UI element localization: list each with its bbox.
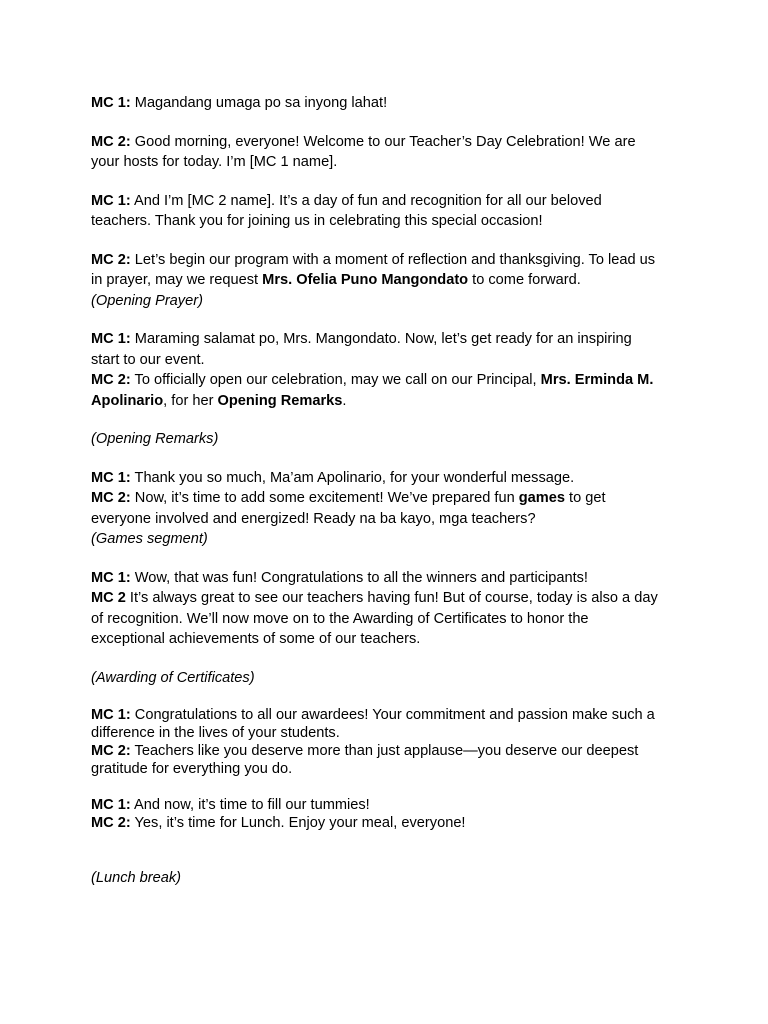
stage-cue — [91, 868, 683, 889]
speaker-label: MC 2: — [91, 743, 131, 759]
dialogue-text: gratitude for everything you do. — [91, 761, 293, 777]
script-line — [91, 796, 683, 814]
dialogue-text: Now, it’s time to add some excitement! We’ve prepared fun — [130, 490, 519, 506]
script-line — [91, 468, 683, 489]
speaker-label: MC 2: — [91, 133, 131, 150]
dialogue-text: Let’s begin our program with a moment of reflection and thanksgiving. To lead us — [130, 251, 656, 268]
stage-cue — [91, 291, 683, 312]
speaker-label: MC 2: — [91, 815, 131, 831]
dialogue-text: of recognition. We’ll now move on to the Awarding of Certificates to honor the — [91, 610, 589, 627]
speaker-label: MC 1: — [91, 469, 131, 486]
segment-name: games — [518, 490, 565, 506]
speaker-label: MC 2: — [91, 490, 131, 506]
dialogue-text: Maraming salamat po, Mrs. Mangondato. Now, let’s get ready for an inspiring — [130, 331, 632, 347]
dialogue-text: Magandang umaga po sa inyong lahat! — [130, 95, 388, 111]
script-line — [91, 742, 683, 760]
script-line — [91, 329, 683, 350]
script-line — [91, 814, 683, 832]
cue-text: (Lunch break) — [91, 870, 182, 886]
dialogue-text: And I’m [MC 2 name]. It’s a day of fun and recognition for all our beloved — [130, 192, 602, 209]
speaker-label: MC 2: — [91, 372, 131, 388]
person-name: Mrs. Erminda M. — [540, 372, 654, 388]
stage-cue — [91, 529, 683, 550]
script-line — [91, 191, 683, 212]
dialogue-text: everyone involved and energized! Ready na ba kayo, mga teachers? — [91, 510, 536, 527]
script-line — [91, 132, 683, 153]
cue-text: (Opening Remarks) — [91, 431, 219, 447]
speaker-label: MC 1: — [91, 331, 131, 347]
dialogue-text: It’s always great to see our teachers having fun! But of course, today is also a day — [125, 590, 658, 606]
speaker-label: MC 2 — [91, 590, 126, 606]
speaker-label: MC 1: — [91, 707, 131, 723]
dialogue-text: in prayer, may we request — [91, 272, 263, 288]
person-name: Mrs. Ofelia Puno Mangondato — [262, 272, 469, 288]
script-line — [91, 568, 683, 589]
speaker-label: MC 2: — [91, 251, 131, 268]
script-line — [91, 391, 683, 412]
cue-text: (Games segment) — [91, 531, 208, 547]
stage-cue — [91, 668, 683, 689]
segment-name: Opening Remarks — [217, 392, 343, 409]
stage-cue — [91, 429, 683, 450]
dialogue-text: Congratulations to all our awardees! Your commitment and passion make such a — [130, 707, 655, 723]
dialogue-text: . — [342, 392, 347, 409]
dialogue-text: start to our event. — [91, 351, 205, 368]
dialogue-text: Thank you so much, Ma’am Apolinario, for your wonderful message. — [130, 469, 575, 486]
cue-text: (Opening Prayer) — [91, 292, 203, 309]
script-line — [91, 488, 683, 509]
script-line — [91, 706, 683, 724]
script-line — [91, 370, 683, 391]
dialogue-text: Teachers like you deserve more than just applause—you deserve our deepest — [130, 743, 639, 759]
script-line — [91, 93, 683, 114]
dialogue-text: to come forward. — [468, 272, 581, 288]
dialogue-text: To officially open our celebration, may we call on our Principal, — [130, 372, 541, 388]
script-line — [91, 588, 683, 609]
dialogue-text: to get — [565, 490, 606, 506]
speaker-label: MC 1: — [91, 797, 131, 813]
dialogue-text: difference in the lives of your students. — [91, 725, 340, 741]
script-document — [91, 93, 683, 889]
speaker-label: MC 1: — [91, 95, 131, 111]
dialogue-text: Yes, it’s time for Lunch. Enjoy your meal, everyone! — [130, 815, 466, 831]
dialogue-text: your hosts for today. I’m [MC 1 name]. — [91, 154, 338, 170]
dialogue-text: , for her — [163, 392, 218, 409]
script-line — [91, 250, 683, 271]
dialogue-text: And now, it’s time to fill our tummies! — [130, 797, 370, 813]
dialogue-text: teachers. Thank you for joining us in celebrating this special occasion! — [91, 213, 543, 229]
dialogue-text: Wow, that was fun! Congratulations to all the winners and participants! — [130, 569, 588, 586]
speaker-label: MC 1: — [91, 192, 131, 209]
dialogue-text: exceptional achievements of some of our teachers. — [91, 631, 421, 647]
cue-text: (Awarding of Certificates) — [91, 669, 255, 686]
dialogue-text: Good morning, everyone! Welcome to our Teacher’s Day Celebration! We are — [130, 133, 636, 150]
person-name: Apolinario — [91, 392, 164, 409]
speaker-label: MC 1: — [91, 569, 131, 586]
script-line — [91, 270, 683, 291]
